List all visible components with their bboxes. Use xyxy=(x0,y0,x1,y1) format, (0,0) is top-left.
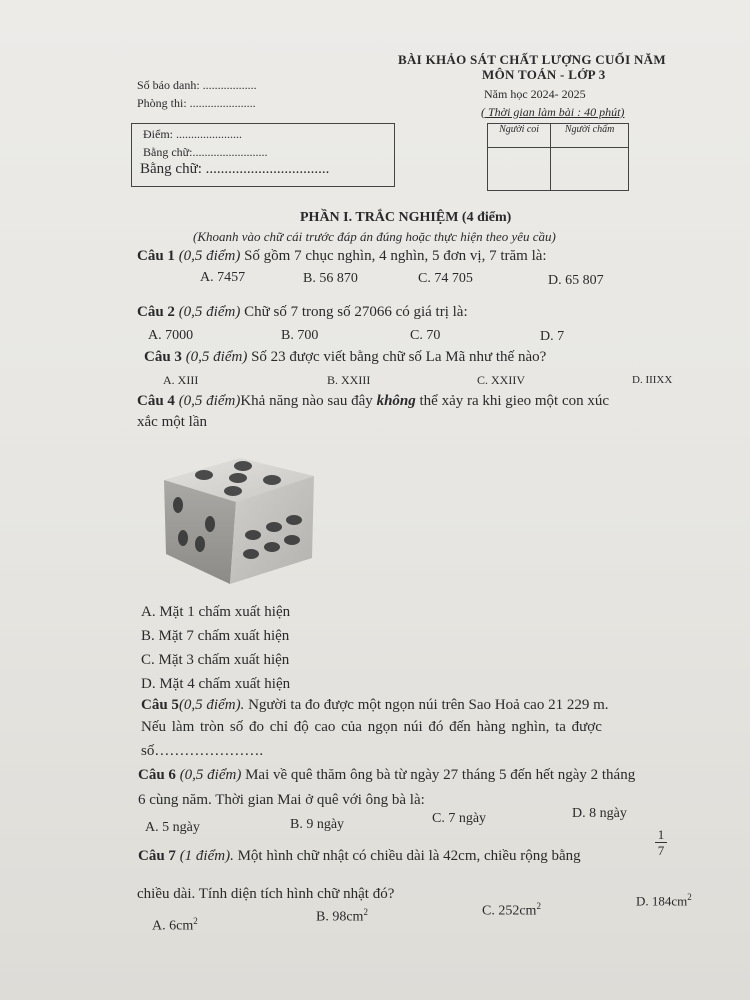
question-3 xyxy=(144,349,546,366)
question-label: Câu 4 xyxy=(137,393,175,409)
grader-col-proctor: Người coi xyxy=(488,124,551,148)
q2-option-a[interactable]: A. 7000 xyxy=(148,328,194,343)
question-label: Câu 1 xyxy=(137,248,175,264)
q6-option-b[interactable]: B. 9 ngày xyxy=(290,817,345,832)
grader-cell xyxy=(488,148,551,191)
option-exponent: 2 xyxy=(536,901,541,911)
exam-title: BÀI KHẢO SÁT CHẤT LƯỢNG CUỐI NĂM xyxy=(398,52,666,67)
question-text: Người ta đo được một ngọn núi trên Sao Hoả cao 21 229 m. xyxy=(248,697,609,713)
question-label: Câu 5 xyxy=(141,697,179,713)
question-7 xyxy=(138,848,581,865)
q3-option-b[interactable]: B. XXIII xyxy=(327,373,371,387)
q1-option-a[interactable]: A. 7457 xyxy=(200,270,246,285)
question-points: (0,5 điểm) xyxy=(178,304,241,320)
q7-option-d[interactable] xyxy=(636,892,692,909)
question-label: Câu 6 xyxy=(138,767,176,783)
question-text: Số 23 được viết bằng chữ số La Mã như thế nào? xyxy=(251,349,547,365)
question-text-cont: thể xảy ra khi gieo một con xúc xyxy=(419,393,610,409)
q3-option-a[interactable]: A. XIII xyxy=(163,373,199,387)
q4-option-d[interactable]: D. Mặt 4 chấm xuất hiện xyxy=(141,676,291,692)
score-words-line-2: Bằng chữ: ................................. xyxy=(140,161,330,177)
exam-room: Phòng thi: ...................... xyxy=(137,96,256,110)
question-points: (0,5 điểm). xyxy=(178,697,245,713)
q7-option-a[interactable] xyxy=(152,916,198,935)
grader-table xyxy=(487,123,629,191)
fraction-denominator: 7 xyxy=(655,842,667,858)
q3-option-c[interactable]: C. XXIIV xyxy=(477,373,525,387)
question-points: (0,5 điểm) xyxy=(178,248,241,264)
section-title: PHẦN I. TRẮC NGHIỆM (4 điểm) xyxy=(300,210,512,225)
question-7-line2: chiều dài. Tính diện tích hình chữ nhật đó? xyxy=(137,886,395,902)
question-5-line2: Nếu làm tròn số đo chỉ độ cao của ngọn núi đó đến hàng nghìn, ta được xyxy=(141,719,602,735)
option-exponent: 2 xyxy=(687,892,692,902)
option-text: A. 6cm xyxy=(152,918,194,934)
question-text: Khả năng nào sau đây xyxy=(240,393,373,409)
exam-year: Năm học 2024- 2025 xyxy=(484,87,586,101)
option-text: C. 252cm xyxy=(482,903,537,919)
question-points: (0,5 điểm) xyxy=(179,767,242,783)
q6-option-a[interactable]: A. 5 ngày xyxy=(145,820,200,835)
question-5 xyxy=(141,697,609,714)
q1-option-d[interactable]: D. 65 807 xyxy=(548,273,604,288)
q2-option-d[interactable]: D. 7 xyxy=(540,329,565,344)
grader-col-marker: Người chấm xyxy=(551,124,629,148)
question-2 xyxy=(137,304,468,321)
question-label: Câu 2 xyxy=(137,304,175,320)
question-label: Câu 3 xyxy=(144,349,182,365)
question-label: Câu 7 xyxy=(138,848,176,864)
question-4-line2: xắc một lần xyxy=(137,414,207,430)
dice-image xyxy=(158,450,318,590)
score-line: Điểm: ...................... xyxy=(143,127,242,141)
option-text: D. 184cm xyxy=(636,893,688,909)
section-instruction: (Khoanh vào chữ cái trước đáp án đúng hoặc thực hiện theo yêu cầu) xyxy=(193,229,556,244)
q2-option-b[interactable]: B. 700 xyxy=(281,328,319,343)
question-4 xyxy=(137,393,609,410)
question-points: (0,5 điểm) xyxy=(185,349,248,365)
q7-fraction xyxy=(655,827,667,858)
q1-option-c[interactable]: C. 74 705 xyxy=(418,271,473,286)
candidate-number: Số báo danh: .................. xyxy=(137,78,257,92)
question-1 xyxy=(137,248,547,265)
score-words-line: Bằng chữ:......................... xyxy=(143,145,268,159)
fraction-numerator: 1 xyxy=(657,827,665,842)
question-6 xyxy=(138,767,635,784)
q7-option-b[interactable] xyxy=(316,907,368,926)
question-points: (1 điểm). xyxy=(179,848,234,864)
option-text: B. 98cm xyxy=(316,909,364,925)
question-text: Mai về quê thăm ông bà từ ngày 27 tháng 5 đến hết ngày 2 tháng xyxy=(245,767,636,783)
q4-option-b[interactable]: B. Mặt 7 chấm xuất hiện xyxy=(141,628,290,644)
option-exponent: 2 xyxy=(193,916,198,926)
q1-option-b[interactable]: B. 56 870 xyxy=(303,271,358,286)
option-exponent: 2 xyxy=(363,907,368,917)
q4-option-a[interactable]: A. Mặt 1 chấm xuất hiện xyxy=(141,604,291,620)
question-text: Chữ số 7 trong số 27066 có giá trị là: xyxy=(244,304,468,320)
question-text: Một hình chữ nhật có chiều dài là 42cm, chiều rộng bằng xyxy=(237,848,581,864)
q7-option-c[interactable] xyxy=(482,901,541,920)
q6-option-c[interactable]: C. 7 ngày xyxy=(432,811,487,826)
question-5-answer-blank[interactable]: số…………………. xyxy=(141,743,264,759)
q2-option-c[interactable]: C. 70 xyxy=(410,328,441,343)
question-emphasis: không xyxy=(376,393,416,409)
exam-subject: MÔN TOÁN - LỚP 3 xyxy=(482,67,606,82)
grader-cell xyxy=(551,148,629,191)
q4-option-c[interactable]: C. Mặt 3 chấm xuất hiện xyxy=(141,652,290,668)
q3-option-d[interactable]: D. IIIXX xyxy=(632,374,673,386)
question-points: (0,5 điểm) xyxy=(178,393,241,409)
q6-option-d[interactable]: D. 8 ngày xyxy=(572,806,627,821)
exam-time: ( Thời gian làm bài : 40 phút) xyxy=(481,105,625,119)
question-text: Số gồm 7 chục nghìn, 4 nghìn, 5 đơn vị, 7 trăm là: xyxy=(244,248,547,264)
question-6-line2: 6 cùng năm. Thời gian Mai ở quê với ông bà là: xyxy=(138,792,425,808)
